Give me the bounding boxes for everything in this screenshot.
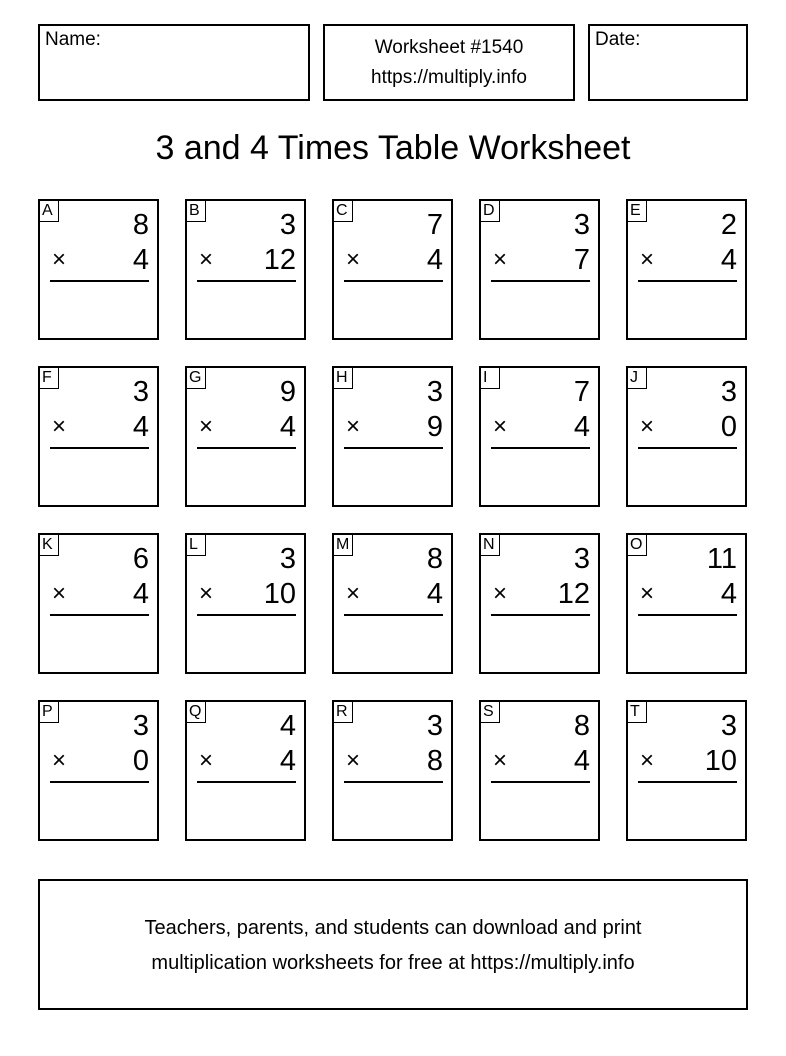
problem-letter: G: [187, 368, 206, 389]
multiplicand: 3: [720, 376, 737, 408]
multiplier: 4: [426, 244, 443, 276]
answer-line: [491, 280, 590, 282]
multiplier: 9: [426, 411, 443, 443]
problem-card[interactable]: [38, 199, 159, 340]
problem-card[interactable]: [38, 533, 159, 674]
multiplicand: 3: [573, 543, 590, 575]
multiplier: 4: [132, 244, 149, 276]
problem-letter: N: [481, 535, 500, 556]
times-sign: ×: [346, 580, 361, 607]
problem-letter: S: [481, 702, 500, 723]
multiplier: 4: [573, 411, 590, 443]
answer-line: [638, 280, 737, 282]
times-sign: ×: [52, 747, 67, 774]
times-sign: ×: [640, 413, 655, 440]
times-sign: ×: [199, 246, 214, 273]
problem-letter: C: [334, 201, 353, 222]
footer-text-line-1: Teachers, parents, and students can download and print: [144, 917, 642, 939]
answer-line: [50, 280, 149, 282]
times-sign: ×: [199, 747, 214, 774]
worksheet-info-box: [323, 24, 575, 101]
footer-text-line-2: multiplication worksheets for free at https://multiply.info: [151, 952, 635, 974]
multiplier: 0: [720, 411, 737, 443]
problem-card[interactable]: [626, 533, 747, 674]
problem-card[interactable]: [626, 366, 747, 507]
multiplier: 4: [279, 745, 296, 777]
times-sign: ×: [640, 580, 655, 607]
times-sign: ×: [493, 246, 508, 273]
worksheet-url: https://multiply.info: [371, 67, 527, 88]
problem-letter: K: [40, 535, 59, 556]
date-field-box[interactable]: [588, 24, 748, 101]
problem-letter: Q: [187, 702, 206, 723]
answer-line: [638, 614, 737, 616]
times-sign: ×: [52, 413, 67, 440]
multiplicand: 3: [573, 209, 590, 241]
problem-card[interactable]: [332, 366, 453, 507]
answer-line: [197, 280, 296, 282]
multiplicand: 3: [426, 710, 443, 742]
multiplier: 4: [720, 244, 737, 276]
multiplier: 4: [132, 411, 149, 443]
multiplier: 4: [720, 578, 737, 610]
problem-letter: D: [481, 201, 500, 222]
answer-line: [50, 781, 149, 783]
multiplicand: 9: [279, 376, 296, 408]
answer-line: [344, 447, 443, 449]
answer-line: [491, 614, 590, 616]
multiplicand: 8: [573, 710, 590, 742]
problem-card[interactable]: [185, 366, 306, 507]
problem-card[interactable]: [38, 700, 159, 841]
times-sign: ×: [52, 246, 67, 273]
problem-letter: T: [628, 702, 647, 723]
multiplier: 7: [573, 244, 590, 276]
multiplier: 10: [704, 745, 737, 777]
problem-letter: E: [628, 201, 647, 222]
problem-card[interactable]: [332, 199, 453, 340]
footer-box: [38, 879, 748, 1010]
problem-letter: I: [481, 368, 500, 389]
problem-grid: [38, 199, 748, 842]
problem-card[interactable]: [626, 199, 747, 340]
multiplier: 0: [132, 745, 149, 777]
problem-letter: M: [334, 535, 353, 556]
times-sign: ×: [199, 413, 214, 440]
answer-line: [344, 781, 443, 783]
problem-card[interactable]: [185, 700, 306, 841]
times-sign: ×: [52, 580, 67, 607]
multiplier: 4: [573, 745, 590, 777]
times-sign: ×: [493, 580, 508, 607]
problem-letter: R: [334, 702, 353, 723]
problem-card[interactable]: [185, 533, 306, 674]
multiplier: 10: [263, 578, 296, 610]
date-label: Date:: [595, 29, 641, 50]
times-sign: ×: [346, 413, 361, 440]
times-sign: ×: [346, 747, 361, 774]
multiplicand: 3: [132, 710, 149, 742]
multiplier: 12: [263, 244, 296, 276]
answer-line: [197, 614, 296, 616]
multiplicand: 3: [279, 209, 296, 241]
problem-letter: B: [187, 201, 206, 222]
problem-card[interactable]: [38, 366, 159, 507]
problem-letter: J: [628, 368, 647, 389]
problem-card[interactable]: [479, 533, 600, 674]
times-sign: ×: [346, 246, 361, 273]
multiplicand: 4: [279, 710, 296, 742]
problem-card[interactable]: [479, 700, 600, 841]
multiplicand: 3: [132, 376, 149, 408]
multiplier: 4: [426, 578, 443, 610]
problem-card[interactable]: [332, 533, 453, 674]
multiplicand: 6: [132, 543, 149, 575]
multiplier: 4: [279, 411, 296, 443]
times-sign: ×: [493, 747, 508, 774]
multiplicand: 3: [426, 376, 443, 408]
problem-letter: F: [40, 368, 59, 389]
answer-line: [491, 781, 590, 783]
answer-line: [344, 614, 443, 616]
worksheet-number: Worksheet #1540: [374, 37, 524, 58]
multiplicand: 7: [426, 209, 443, 241]
answer-line: [344, 280, 443, 282]
answer-line: [50, 447, 149, 449]
problem-card[interactable]: [185, 199, 306, 340]
multiplicand: 3: [279, 543, 296, 575]
problem-letter: H: [334, 368, 353, 389]
answer-line: [638, 781, 737, 783]
times-sign: ×: [199, 580, 214, 607]
multiplicand: 2: [720, 209, 737, 241]
times-sign: ×: [640, 747, 655, 774]
answer-line: [50, 614, 149, 616]
page-title: 3 and 4 Times Table Worksheet: [155, 129, 631, 167]
times-sign: ×: [493, 413, 508, 440]
name-label: Name:: [45, 29, 101, 50]
problem-letter: O: [628, 535, 647, 556]
answer-line: [197, 447, 296, 449]
problem-letter: L: [187, 535, 206, 556]
problem-card[interactable]: [479, 199, 600, 340]
multiplier: 8: [426, 745, 443, 777]
answer-line: [638, 447, 737, 449]
multiplicand: 3: [720, 710, 737, 742]
answer-line: [197, 781, 296, 783]
multiplier: 12: [557, 578, 590, 610]
multiplier: 4: [132, 578, 149, 610]
problem-card[interactable]: [332, 700, 453, 841]
problem-card[interactable]: [626, 700, 747, 841]
problem-letter: A: [40, 201, 59, 222]
multiplicand: 8: [132, 209, 149, 241]
times-sign: ×: [640, 246, 655, 273]
answer-line: [491, 447, 590, 449]
name-field-box[interactable]: [38, 24, 310, 101]
multiplicand: 11: [706, 543, 737, 575]
multiplicand: 8: [426, 543, 443, 575]
multiplicand: 7: [573, 376, 590, 408]
problem-letter: P: [40, 702, 59, 723]
problem-card[interactable]: [479, 366, 600, 507]
